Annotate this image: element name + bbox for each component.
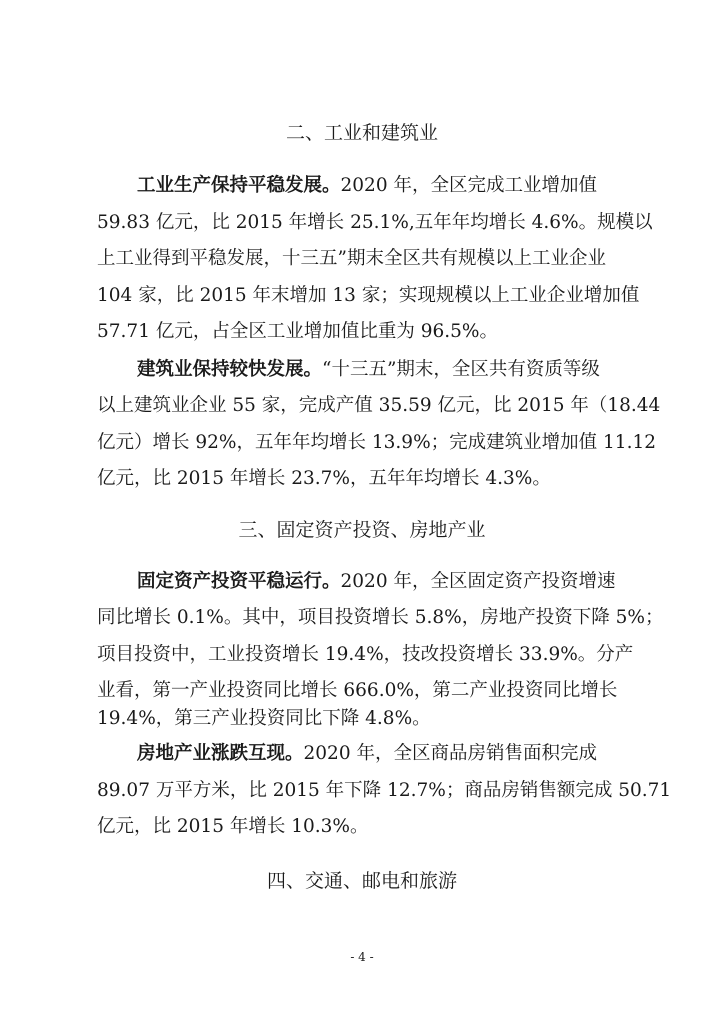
paragraph-line: 104 家，比 2015 年末增加 13 家；实现规模以上工业企业增加值 [97,285,640,306]
paragraph-line: 2020 年，全区固定资产投资增速 [340,571,616,592]
paragraph-line: 59.83 亿元，比 2015 年增长 25.1%,五年年均增长 4.6%。规模以 [97,212,653,233]
paragraph-line: 亿元，比 2015 年增长 23.7%，五年年均增长 4.3%。 [97,468,551,489]
paragraph-line: 同比增长 0.1%。其中，项目投资增长 5.8%，房地产投资下降 5%； [97,607,664,628]
section-heading-transport: 四、交通、邮电和旅游 [266,870,457,892]
paragraph-line: 89.07 万平方米，比 2015 年下降 12.7%；商品房销售额完成 50.71 [97,780,672,801]
section-heading-industry: 二、工业和建筑业 [285,122,438,144]
paragraph-lead: 建筑业保持较快发展。 [137,359,323,380]
paragraph-line: 57.71 亿元，占全区工业增加值比重为 96.5%。 [97,321,498,342]
paragraph-line: “十三五”期末，全区共有资质等级 [322,359,600,380]
section-heading-investment: 三、固定资产投资、房地产业 [238,519,486,541]
paragraph-line: 上工业得到平稳发展，十三五”期末全区共有规模以上工业企业 [97,248,606,269]
paragraph-lead: 固定资产投资平稳运行。 [137,571,341,592]
paragraph-lead: 房地产业涨跌互现。 [137,743,304,764]
paragraph-lead: 工业生产保持平稳发展。 [137,175,341,196]
paragraph-line: 项目投资中，工业投资增长 19.4%，技改投资增长 33.9%。分产 [97,644,634,665]
paragraph-line: 业看，第一产业投资同比增长 666.0%，第二产业投资同比增长 [97,680,618,701]
paragraph-line: 亿元，比 2015 年增长 10.3%。 [97,816,369,837]
paragraph-line: 2020 年，全区商品房销售面积完成 [303,743,597,764]
page-number: - 4 - [350,950,374,964]
paragraph-line: 2020 年，全区完成工业增加值 [340,175,597,196]
paragraph-line: 亿元）增长 92%，五年年均增长 13.9%；完成建筑业增加值 11.12 [97,432,656,453]
paragraph-line: 以上建筑业企业 55 家，完成产值 35.59 亿元，比 2015 年（18.44 [97,395,661,416]
paragraph-line: 19.4%，第三产业投资同比下降 4.8%。 [97,708,431,729]
